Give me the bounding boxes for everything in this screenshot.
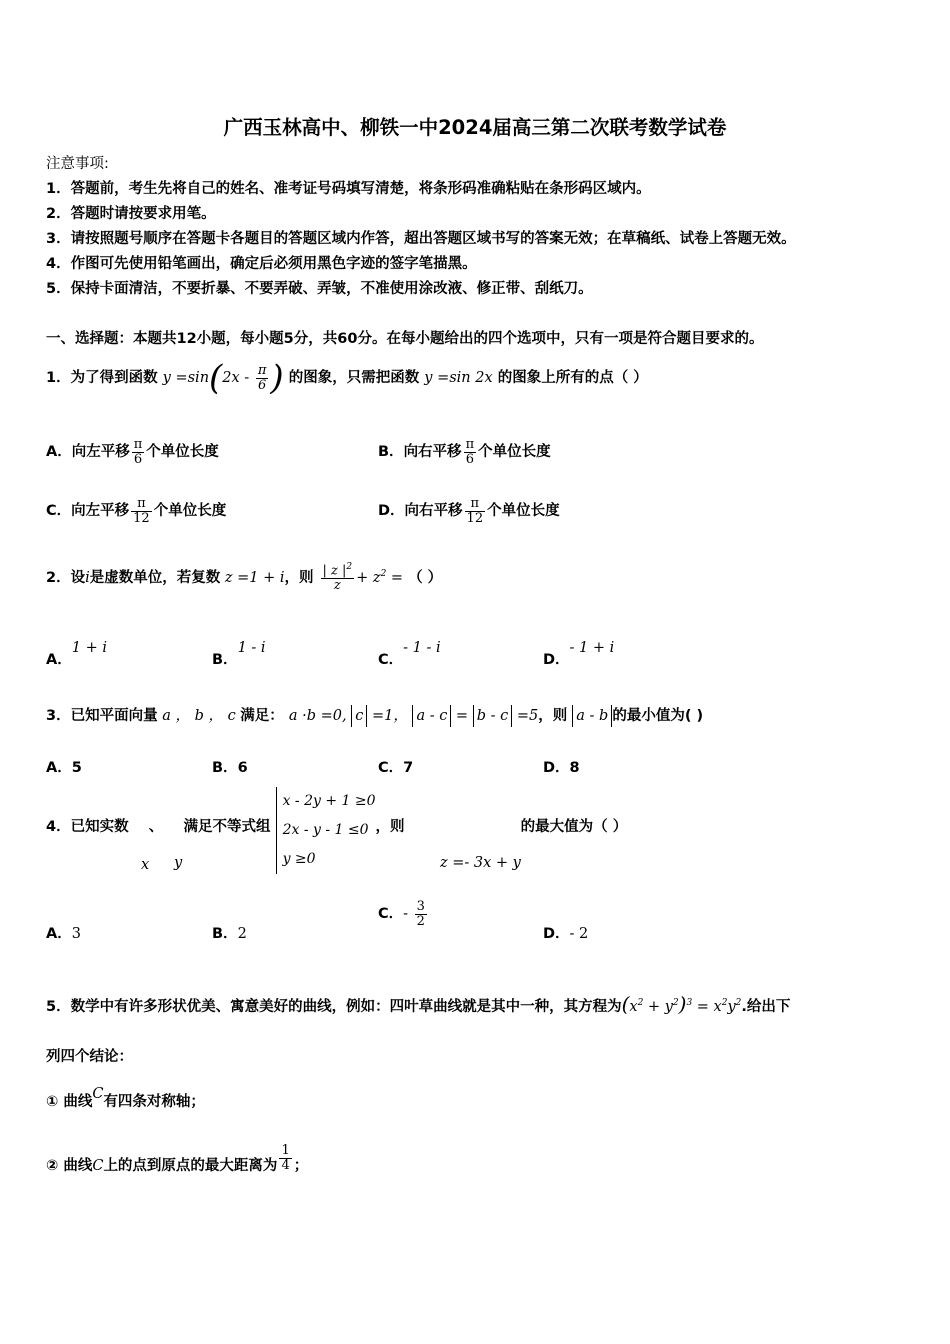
q2-text-c: ，则 (284, 569, 314, 586)
notice-item-3: 3．请按照题号顺序在答题卡各题目的答题区域内作答，超出答题区域书写的答案无效；在草稿纸、试卷上答题无效。 (46, 231, 796, 247)
q3-conditions: a ·b =0, c =1， a - c = b - c =5 (289, 708, 538, 724)
question-1 (46, 358, 648, 398)
q1-text-a: 1．为了得到函数 (46, 370, 158, 386)
option-value: 2 (237, 926, 247, 942)
q5-text-a: 5．数学中有许多形状优美、寓意美好的曲线，例如：四叶草曲线就是其中一种，其方程为 (46, 999, 622, 1015)
option-key: B． (212, 760, 238, 776)
q5-statement-1 (46, 1086, 205, 1111)
option-text: 向左平移 (71, 503, 130, 520)
q4-option-b[interactable] (212, 922, 247, 943)
frac-den: 12 (133, 510, 150, 526)
option-key: A． (46, 760, 72, 776)
q4-text-a: 4．已知实数 (46, 818, 129, 835)
notice-heading: 注意事项: (46, 156, 109, 172)
q5-statement-2: ② 曲线C上的点到原点的最大距离为 $\frac{1}{4}$ ； (46, 1143, 309, 1175)
option-value: 1 + i (71, 640, 107, 656)
q3-vectors: a ， b ， c (157, 708, 241, 724)
option-key: C． (378, 906, 404, 923)
q1-option-c[interactable] (46, 497, 226, 525)
q3-target: a - b (572, 708, 612, 724)
frac-num: π (465, 497, 486, 512)
option-key: B． (212, 652, 238, 668)
question-3 (46, 704, 703, 727)
curve-c: C (92, 1086, 104, 1102)
section-heading: 一、选择题：本题共12小题，每小题5分，共60分。在每小题给出的四个选项中，只有一项是符合题目要求的。 (46, 331, 764, 347)
option-value: 5 (71, 760, 82, 776)
q3-text-c: ，则 (538, 708, 568, 724)
notice-item-1: 1．答题前，考生先将自己的姓名、准考证号码填写清楚，将条形码准确粘贴在条形码区域内。 (46, 181, 651, 197)
q2-option-d[interactable] (543, 640, 615, 669)
option-text: 个单位长度 (153, 503, 227, 520)
q2-option-b[interactable] (212, 640, 266, 669)
q3-text-b: 满足： (240, 708, 284, 724)
statement-text: 上的点到原点的最大距离为 (103, 1158, 278, 1175)
q4-objective: z =- 3x + y (440, 855, 521, 871)
question-4 (46, 787, 627, 874)
option-key: C． (378, 760, 404, 776)
q1-option-d[interactable] (378, 497, 560, 525)
q4-option-a[interactable] (46, 922, 81, 943)
notice-item-5: 5．保持卡面清洁，不要折暴、不要弄破、弄皱，不准使用涂改液、修正带、刮纸刀。 (46, 281, 593, 297)
q1-option-b[interactable] (378, 438, 551, 466)
statement-text: ① 曲线 (46, 1094, 93, 1110)
q5-continuation: 列四个结论： (46, 1049, 133, 1065)
option-key: D． (378, 503, 405, 520)
q4-text-b: 满足不等式组 (183, 818, 271, 835)
q1-text-c: 的图象上所有的点（ ） (497, 370, 648, 386)
option-text: 个单位长度 (487, 503, 560, 520)
q2-text-b: 是虚数单位，若复数 (89, 569, 221, 586)
curve-c: C (92, 1158, 104, 1175)
option-value: 1 - i (237, 640, 266, 656)
option-value: - 1 + i (569, 640, 615, 656)
q2-text-d: （ ） (408, 569, 443, 586)
option-key: C． (378, 652, 404, 668)
q1-formula-source: y =sin 2x (424, 370, 493, 386)
notice-item-4: 4．作图可先使用铅笔画出，确定后必须用黑色字迹的签字笔描黑。 (46, 256, 477, 272)
q3-option-d[interactable] (543, 756, 580, 777)
frac-den: 6 (465, 451, 474, 467)
q1-option-a[interactable] (46, 438, 219, 466)
q3-text-d: 的最小值为( ) (612, 708, 704, 724)
option-key: A． (46, 444, 72, 461)
q3-option-b[interactable] (212, 756, 248, 777)
q2-text-a: 2．设 (46, 569, 86, 586)
option-key: D． (543, 652, 570, 668)
option-value: - 1 - i (403, 640, 441, 656)
q4-var-y: y (174, 855, 183, 871)
notice-item-2: 2．答题时请按要求用笔。 (46, 206, 216, 222)
page-title: 广西玉林高中、柳铁一中2024届高三第二次联考数学试卷 (223, 116, 727, 139)
statement-text: 有四条对称轴； (103, 1094, 205, 1110)
option-value: 7 (403, 760, 414, 776)
option-key: B． (378, 444, 404, 461)
q1-text-b: 的图象，只需把函数 (288, 370, 420, 386)
q4-option-d[interactable] (543, 922, 588, 943)
frac-num: π (133, 437, 143, 452)
option-text: 向右平移 (404, 503, 463, 520)
option-key: D． (543, 926, 570, 942)
option-key: D． (543, 760, 570, 776)
option-key: A． (46, 926, 72, 942)
q3-text-a: 3．已知平面向量 (46, 708, 158, 724)
statement-text: ② 曲线 (46, 1158, 93, 1175)
q3-option-c[interactable] (378, 756, 413, 777)
option-text: 个单位长度 (146, 444, 219, 461)
question-2 (46, 563, 442, 593)
option-key: C． (46, 503, 72, 520)
frac-num: π (131, 497, 152, 512)
question-5 (46, 992, 790, 1016)
q2-fraction: $\frac{| z |^2}{z}$ (322, 562, 353, 593)
option-text: 个单位长度 (478, 444, 551, 461)
q1-formula-target: y =sin(2x - $\frac{\pi}{6}$ ) (162, 358, 284, 398)
q5-equation: $(x^2 + y^2)^3 = x^2y^2$ (621, 992, 742, 1016)
option-value: 3 (71, 926, 81, 942)
q5-text-b: .给出下 (741, 999, 791, 1015)
frac-num: π (465, 437, 475, 452)
q2-formula-tail: + $z^2$ = (356, 568, 404, 586)
frac-den: 12 (466, 510, 484, 526)
q4-sep: 、 (148, 818, 164, 835)
option-text: 向右平移 (403, 444, 462, 461)
q2-option-a[interactable] (46, 640, 107, 669)
option-key: A． (46, 652, 72, 668)
option-value: 8 (569, 760, 580, 776)
option-text: 向左平移 (71, 444, 130, 461)
option-value: 6 (237, 760, 248, 776)
q4-var-x: x (141, 857, 150, 873)
option-value: - 2 (569, 926, 589, 942)
q4-inequality-system: x - 2y + 1 ≥0 2x - y - 1 ≤0 y ≥0 (276, 787, 376, 874)
option-key: B． (212, 926, 238, 942)
q2-var-i: i (85, 569, 90, 586)
q4-text-d: 的最大值为（ ） (520, 818, 628, 835)
statement-text: ； (293, 1158, 309, 1175)
q2-formula-z: z =1 + i (220, 569, 285, 586)
q4-option-c[interactable]: C．- $\frac{3}{2}$ (378, 899, 425, 929)
q4-text-c: ，则 (375, 818, 405, 835)
q2-option-c[interactable] (378, 640, 441, 669)
frac-den: 6 (133, 451, 143, 467)
q3-option-a[interactable] (46, 756, 82, 777)
